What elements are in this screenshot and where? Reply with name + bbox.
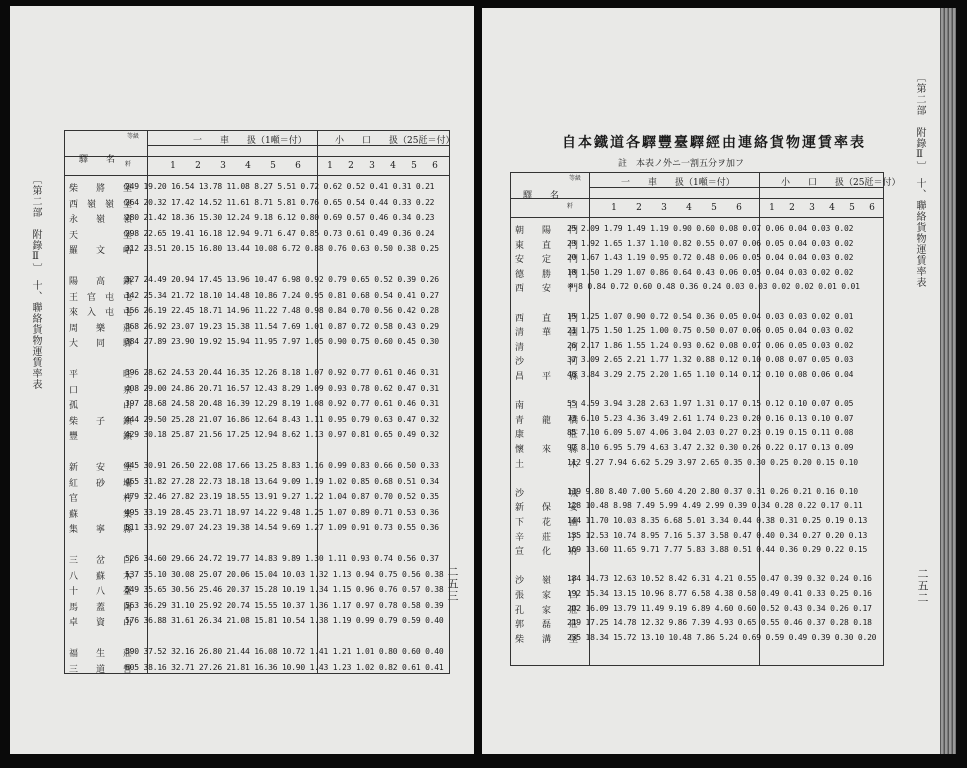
- station-name: 郭 磊 莊: [515, 620, 579, 631]
- rate-values: 356 26.19 22.45 18.71 14.96 11.22 7.48 0.98 0.84 0.70 0.56 0.42 0.28: [125, 306, 439, 315]
- rate-values: 408 29.00 24.86 20.71 16.57 12.43 8.29 1.09 0.93 0.78 0.62 0.47 0.31: [125, 383, 439, 393]
- station-name: 馬 蓋 岡: [69, 602, 133, 613]
- left-col2-3: 3: [369, 161, 375, 171]
- right-col2-6: 6: [869, 203, 875, 213]
- station-name: 沙 城: [515, 488, 579, 499]
- station-name: 平 旺: [69, 370, 133, 380]
- left-col2-6: 6: [432, 161, 438, 171]
- right-col2-5: 5: [849, 203, 855, 213]
- rate-values: 21 1.75 1.50 1.25 1.00 0.75 0.50 0.07 0.06 0.05 0.04 0.03 0.02: [567, 326, 854, 336]
- rate-values: 465 31.82 27.28 22.73 18.18 13.64 9.09 1.19 1.02 0.85 0.68 0.51 0.34: [125, 476, 439, 486]
- rate-values: 368 26.92 23.07 19.23 15.38 11.54 7.69 1.01 0.87 0.72 0.58 0.43 0.29: [125, 321, 439, 331]
- station-name: 集 寧 縣: [69, 525, 133, 535]
- station-name: 康 莊: [515, 430, 579, 441]
- rate-values: 219 17.25 14.78 12.32 9.86 7.39 4.93 0.65 0.55 0.46 0.37 0.28 0.18: [567, 618, 872, 628]
- left-header-group2: 小 口 扱（25瓩＝付）: [335, 136, 455, 146]
- rate-values: 18 1.50 1.29 1.07 0.86 0.64 0.43 0.06 0.05 0.04 0.03 0.02 0.02: [567, 267, 854, 277]
- station-name: 官 村: [69, 494, 133, 504]
- right-col2-4: 4: [829, 203, 835, 213]
- station-name: 孔 家 莊: [515, 605, 579, 616]
- station-name: 安 定 門: [515, 255, 579, 266]
- rate-values: 549 35.65 30.56 25.46 20.37 15.28 10.19 1.34 1.15 0.96 0.76 0.57 0.38: [125, 585, 444, 594]
- station-name: 柴 將 堡: [69, 184, 133, 194]
- station-name: 十 八 臺: [69, 587, 133, 597]
- rate-values: 97 8.10 6.95 5.79 4.63 3.47 2.32 0.30 0.26 0.22 0.17 0.13 0.09: [567, 443, 854, 452]
- station-name: 青 龍 橋: [515, 415, 579, 426]
- rate-values: 511 33.92 29.07 24.23 19.38 14.54 9.69 1.27 1.09 0.91 0.73 0.55 0.36: [125, 523, 439, 532]
- right-col1-5: 5: [711, 203, 717, 213]
- right-header-diag-top: 等級: [569, 175, 582, 182]
- rate-values: 128 10.48 8.98 7.49 5.99 4.49 2.99 0.39 0.34 0.28 0.22 0.17 0.11: [567, 501, 863, 511]
- station-name: 羅 文 峪: [69, 246, 133, 256]
- rate-values: 46 3.84 3.29 2.75 2.20 1.65 1.10 0.14 0.12 0.10 0.08 0.06 0.04: [567, 370, 854, 379]
- right-side-caption: 〔第二部 附錄Ⅱ〕 十、聯絡貨物運賃率表: [914, 72, 925, 288]
- rate-values: 590 37.52 32.16 26.80 21.44 16.08 10.72 1.41 1.21 1.01 0.80 0.60 0.40: [125, 647, 444, 656]
- rate-values: 327 24.49 20.94 17.45 13.96 10.47 6.98 0.92 0.79 0.65 0.52 0.39 0.26: [125, 275, 439, 284]
- station-name: 八 蘇 木: [69, 571, 133, 582]
- station-name: 辛 莊 子: [515, 532, 579, 543]
- left-header-diag-mid: 粁: [125, 161, 132, 168]
- rate-values: 526 34.60 29.66 24.72 19.77 14.83 9.89 1.30 1.11 0.93 0.74 0.56 0.37: [125, 554, 439, 563]
- station-name: 福 生 莊: [69, 649, 133, 659]
- station-name: 沙 河: [515, 357, 579, 368]
- station-name: 柴 溝 堡: [515, 634, 579, 645]
- station-name: 大 同 驛: [69, 339, 133, 349]
- right-header-station: 驛 名: [523, 191, 560, 201]
- right-table: [510, 172, 901, 666]
- station-name: 張 家 口: [515, 591, 579, 601]
- rate-values: 119 9.80 8.40 7.00 5.60 4.20 2.80 0.37 0.31 0.26 0.21 0.16 0.10: [567, 486, 858, 496]
- station-name: 三 岔 口: [69, 556, 133, 566]
- right-page: [482, 8, 940, 754]
- left-page: [10, 6, 474, 754]
- rate-values: 112 9.27 7.94 6.62 5.29 3.97 2.65 0.35 0.30 0.25 0.20 0.15 0.10: [567, 457, 858, 467]
- rate-values: 85 7.10 6.09 5.07 4.06 3.04 2.03 0.27 0.23 0.19 0.15 0.11 0.08: [567, 428, 854, 438]
- station-name: 來 入 屯 屯: [69, 308, 133, 318]
- station-name: 天 堡: [69, 230, 133, 241]
- rate-values: 429 30.18 25.87 21.56 17.25 12.94 8.62 1.13 0.97 0.81 0.65 0.49 0.32: [125, 430, 439, 439]
- rate-values: 235 18.34 15.72 13.10 10.48 7.86 5.24 0.69 0.59 0.49 0.39 0.30 0.20: [567, 632, 877, 642]
- station-name: 沙 嶺 子: [515, 576, 579, 587]
- left-col1-2: 2: [195, 161, 201, 171]
- left-header-diag-top: 等級: [127, 133, 140, 140]
- right-col1-1: 1: [611, 203, 617, 213]
- right-note: 註 本表ノ外ニ一割五分ヲ加フ: [618, 159, 745, 169]
- rate-values: 144 11.70 10.03 8.35 6.68 5.01 3.34 0.44 0.38 0.31 0.25 0.19 0.13: [567, 516, 868, 525]
- rate-values: 20 1.67 1.43 1.19 0.95 0.72 0.48 0.06 0.05 0.04 0.04 0.03 0.02: [567, 253, 854, 263]
- rate-values: 169 13.60 11.65 9.71 7.77 5.83 3.88 0.51 0.44 0.36 0.29 0.22 0.15: [567, 545, 868, 555]
- rate-values: 23 1.92 1.65 1.37 1.10 0.82 0.55 0.07 0.06 0.05 0.04 0.03 0.02: [567, 238, 854, 248]
- right-header-diag-mid: 粁: [567, 203, 574, 210]
- rate-values: 342 25.34 21.72 18.10 14.48 10.86 7.24 0.95 0.81 0.68 0.54 0.41 0.27: [125, 290, 439, 300]
- right-header-group2: 小 口 扱（25瓩＝付）: [781, 178, 901, 188]
- rate-values: 495 33.19 28.45 23.71 18.97 14.22 9.48 1.25 1.07 0.89 0.71 0.53 0.36: [125, 507, 439, 517]
- station-name: 清 華 園: [515, 328, 579, 339]
- station-name: 朝 陽 門: [515, 226, 579, 236]
- rate-values: 537 35.10 30.08 25.07 20.06 15.04 10.03 1.32 1.13 0.94 0.75 0.56 0.38: [125, 569, 444, 579]
- rate-values: 605 38.16 32.71 27.26 21.81 16.36 10.90 1.43 1.23 1.02 0.82 0.61 0.41: [125, 662, 444, 672]
- right-title: 自本鐵道各驛豐臺驛經由連絡貨物運賃率表: [562, 135, 866, 151]
- rate-values: 202 16.09 13.79 11.49 9.19 6.89 4.60 0.60 0.52 0.43 0.34 0.26 0.17: [567, 603, 872, 613]
- station-name: 王 官 屯 屯: [69, 292, 133, 303]
- left-page-number: 二五三: [446, 566, 459, 602]
- rate-values: 479 32.46 27.82 23.19 18.55 13.91 9.27 1.22 1.04 0.87 0.70 0.52 0.35: [125, 492, 439, 501]
- right-col1-6: 6: [736, 203, 742, 213]
- right-col1-4: 4: [686, 203, 692, 213]
- right-col1-2: 2: [636, 203, 642, 213]
- rate-values: 184 14.73 12.63 10.52 8.42 6.31 4.21 0.55 0.47 0.39 0.32 0.24 0.16: [567, 574, 872, 584]
- rate-values: 396 28.62 24.53 20.44 16.35 12.26 8.18 1.07 0.92 0.77 0.61 0.46 0.31: [125, 368, 439, 377]
- left-side-caption: 〔第二部 附錄Ⅱ〕 十、聯絡貨物運賃率表: [30, 174, 41, 390]
- rate-values: 37 3.09 2.65 2.21 1.77 1.32 0.88 0.12 0.10 0.08 0.07 0.05 0.03: [567, 355, 854, 365]
- rate-values: 55 4.59 3.94 3.28 2.63 1.97 1.31 0.17 0.15 0.12 0.10 0.07 0.05: [567, 399, 854, 409]
- station-name: 東 直 門: [515, 240, 579, 251]
- station-name: 永 嶺 嶺: [69, 215, 133, 225]
- left-col1-6: 6: [295, 161, 301, 171]
- station-name: 豐 鎭: [69, 432, 133, 442]
- left-col2-4: 4: [390, 161, 396, 171]
- station-name: 昌 平 縣: [515, 372, 579, 382]
- station-name: 宣 化 府: [515, 547, 579, 558]
- right-col2-3: 3: [809, 203, 815, 213]
- rate-values: 298 22.65 19.41 16.18 12.94 9.71 6.47 0.85 0.73 0.61 0.49 0.36 0.24: [125, 228, 435, 238]
- station-name: 西 安 門: [515, 284, 579, 295]
- right-col2-2: 2: [789, 203, 795, 213]
- right-col2-1: 1: [769, 203, 775, 213]
- rate-values: 563 36.29 31.10 25.92 20.74 15.55 10.37 1.36 1.17 0.97 0.78 0.58 0.39: [125, 600, 444, 610]
- station-name: 三 道 營: [69, 664, 133, 675]
- right-col1-3: 3: [661, 203, 667, 213]
- station-name: 新 保 安: [515, 503, 579, 514]
- left-header-station: 驛 名: [79, 155, 116, 165]
- rate-values: 445 30.91 26.50 22.08 17.66 13.25 8.83 1.16 0.99 0.83 0.66 0.50 0.33: [125, 461, 439, 470]
- station-name: 下 花 園: [515, 518, 579, 528]
- station-name: 卓 資 山: [69, 618, 133, 628]
- rate-values: 384 27.89 23.90 19.92 15.94 11.95 7.97 1.05 0.90 0.75 0.60 0.45 0.30: [125, 337, 439, 346]
- left-col1-4: 4: [245, 161, 251, 171]
- station-name: 西 嶺 嶺 堡: [69, 199, 133, 210]
- station-name: 懷 來 縣: [515, 445, 579, 455]
- left-col2-2: 2: [348, 161, 354, 171]
- left-col2-1: 1: [327, 161, 333, 171]
- station-name: 新 安 堡: [69, 463, 133, 473]
- rate-values: 15 1.25 1.07 0.90 0.72 0.54 0.36 0.05 0.04 0.03 0.03 0.02 0.01: [567, 311, 854, 321]
- book-edge: [940, 8, 956, 754]
- right-header-group1: 一 車 扱（1噸＝付）: [621, 178, 735, 188]
- station-name: 清 河: [515, 342, 579, 353]
- left-col1-3: 3: [220, 161, 226, 171]
- station-name: 孤 山: [69, 401, 133, 411]
- rate-values: 25 2.09 1.79 1.49 1.19 0.90 0.60 0.08 0.07 0.06 0.04 0.03 0.02: [567, 224, 854, 233]
- station-name: 紅 砂 壩: [69, 478, 133, 489]
- rate-values: 249 19.20 16.54 13.78 11.08 8.27 5.51 0.72 0.62 0.52 0.41 0.31 0.21: [125, 182, 435, 191]
- station-name: 周 樂 莊: [69, 323, 133, 334]
- right-page-number: 二五二: [916, 568, 929, 604]
- station-name: 柴 子 鎭: [69, 416, 133, 427]
- rate-values: 576 36.88 31.61 26.34 21.08 15.81 10.54 1.38 1.19 0.99 0.79 0.59 0.40: [125, 616, 444, 625]
- station-name: 蘇 集: [69, 509, 133, 520]
- rate-values: 155 12.53 10.74 8.95 7.16 5.37 3.58 0.47 0.40 0.34 0.27 0.20 0.13: [567, 530, 868, 540]
- station-name: 德 勝 門: [515, 269, 579, 280]
- rate-values: 312 23.51 20.15 16.80 13.44 10.08 6.72 0.88 0.76 0.63 0.50 0.38 0.25: [125, 244, 439, 253]
- left-col1-1: 1: [170, 161, 176, 171]
- station-name: 陽 高 鎭: [69, 277, 133, 287]
- rate-values: 26 2.17 1.86 1.55 1.24 0.93 0.62 0.08 0.07 0.06 0.05 0.03 0.02: [567, 340, 854, 350]
- rate-values: 264 20.32 17.42 14.52 11.61 8.71 5.81 0.76 0.65 0.54 0.44 0.33 0.22: [125, 197, 435, 207]
- left-header-group1: 一 車 扱（1噸＝付）: [193, 136, 307, 146]
- rate-values: 73 6.10 5.23 4.36 3.49 2.61 1.74 0.23 0.20 0.16 0.13 0.10 0.07: [567, 413, 854, 423]
- station-name: 西 直 門: [515, 313, 579, 324]
- station-name: 土 木: [515, 459, 579, 470]
- left-col1-5: 5: [270, 161, 276, 171]
- rate-values: ※ 8 0.84 0.72 0.60 0.48 0.36 0.24 0.03 0.03 0.02 0.02 0.01 0.01: [567, 282, 860, 292]
- rate-values: 280 21.42 18.36 15.30 12.24 9.18 6.12 0.80 0.69 0.57 0.46 0.34 0.23: [125, 213, 435, 222]
- left-col2-5: 5: [411, 161, 417, 171]
- rate-values: 192 15.34 13.15 10.96 8.77 6.58 4.38 0.58 0.49 0.41 0.33 0.25 0.16: [567, 589, 872, 598]
- rate-values: 397 28.68 24.58 20.48 16.39 12.29 8.19 1.08 0.92 0.77 0.61 0.46 0.31: [125, 399, 439, 408]
- station-name: 南 口: [515, 401, 579, 412]
- rate-values: 444 29.50 25.28 21.07 16.86 12.64 8.43 1.11 0.95 0.79 0.63 0.47 0.32: [125, 414, 439, 424]
- station-name: 口 泉: [69, 385, 133, 396]
